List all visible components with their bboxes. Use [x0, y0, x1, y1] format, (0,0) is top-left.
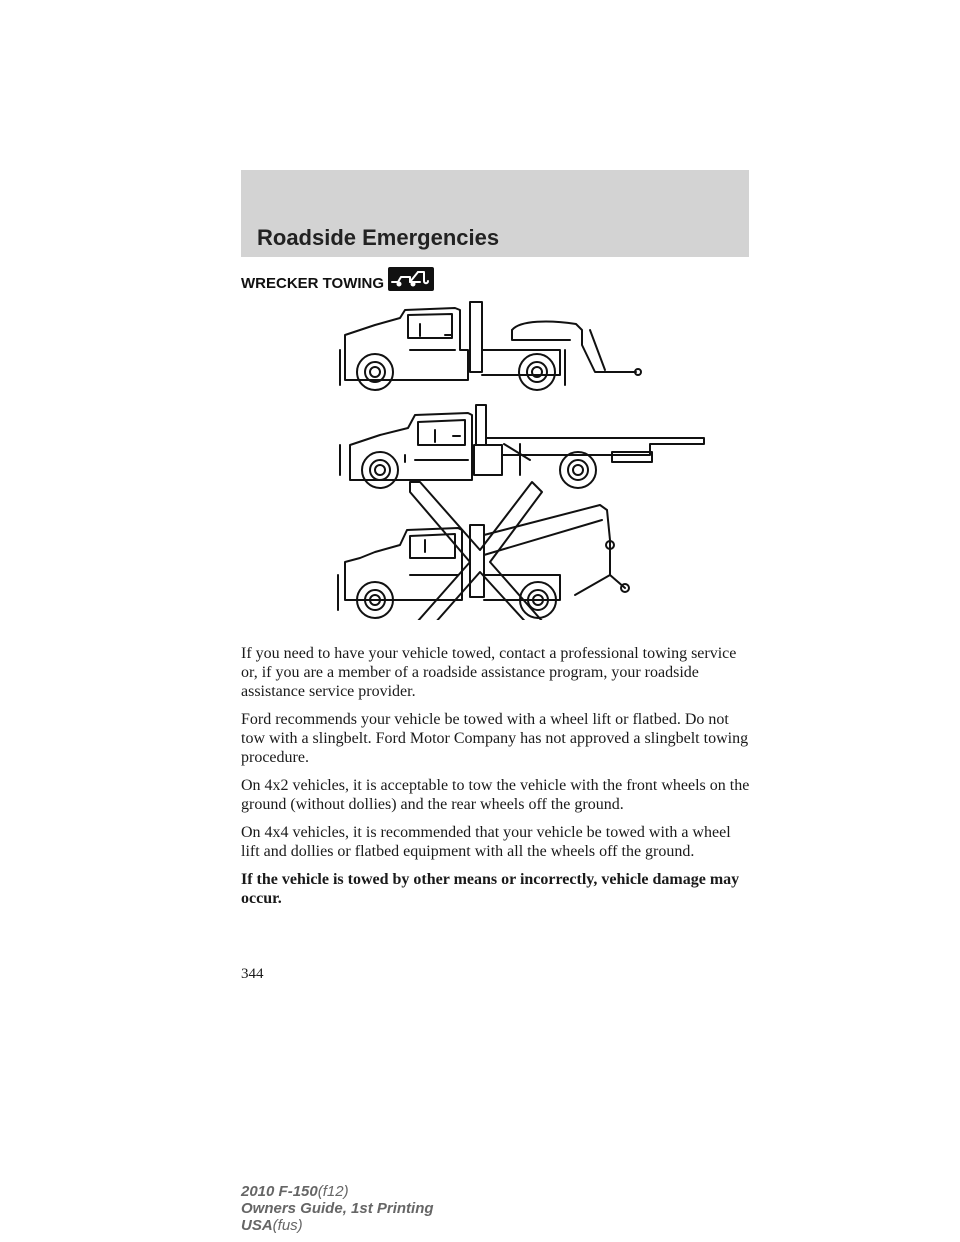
- page-number: 344: [241, 966, 264, 982]
- damage-warning: If the vehicle is towed by other means or incorrectly, vehicle damage may occur.: [241, 871, 740, 907]
- footer-region: USA: [241, 1217, 273, 1234]
- paragraph-4x2: On 4x2 vehicles, it is acceptable to tow the vehicle with the front wheels on the ground (without dollies) and the rear wheels off the ground.: [241, 777, 750, 813]
- footer-model: 2010 F-150: [241, 1183, 318, 1200]
- towing-methods-illustration: [320, 290, 720, 620]
- tow-truck-icon: [388, 267, 434, 291]
- paragraph-ford-recommends: Ford recommends your vehicle be towed with a wheel lift or flatbed. Do not tow with a slingbelt. Ford Motor Company has not approved a slingbelt towing procedure.: [241, 711, 749, 766]
- flatbed-truck: [340, 405, 704, 488]
- paragraph-towing-service: If you need to have your vehicle towed, contact a professional towing service or, if you are a member of a roadside assistance program, your roadside assistance service provider.: [241, 645, 737, 700]
- header-band: [241, 170, 749, 257]
- document-footer: [241, 1183, 434, 1234]
- section-title: Roadside Emergencies: [257, 225, 500, 250]
- footer-model-code: (f12): [317, 1183, 349, 1200]
- wheel-lift-tow-truck: [340, 302, 641, 390]
- footer-region-code: (fus): [272, 1217, 303, 1234]
- body-text: [241, 644, 751, 917]
- slingbelt-tow-truck-crossed-out: [338, 505, 629, 618]
- heading-text: WRECKER TOWING: [241, 274, 385, 292]
- paragraph-4x4: On 4x4 vehicles, it is recommended that your vehicle be towed with a wheel lift and dollies or flatbed equipment with all the wheels off the ground.: [241, 824, 731, 860]
- footer-edition: Owners Guide, 1st Printing: [241, 1200, 434, 1217]
